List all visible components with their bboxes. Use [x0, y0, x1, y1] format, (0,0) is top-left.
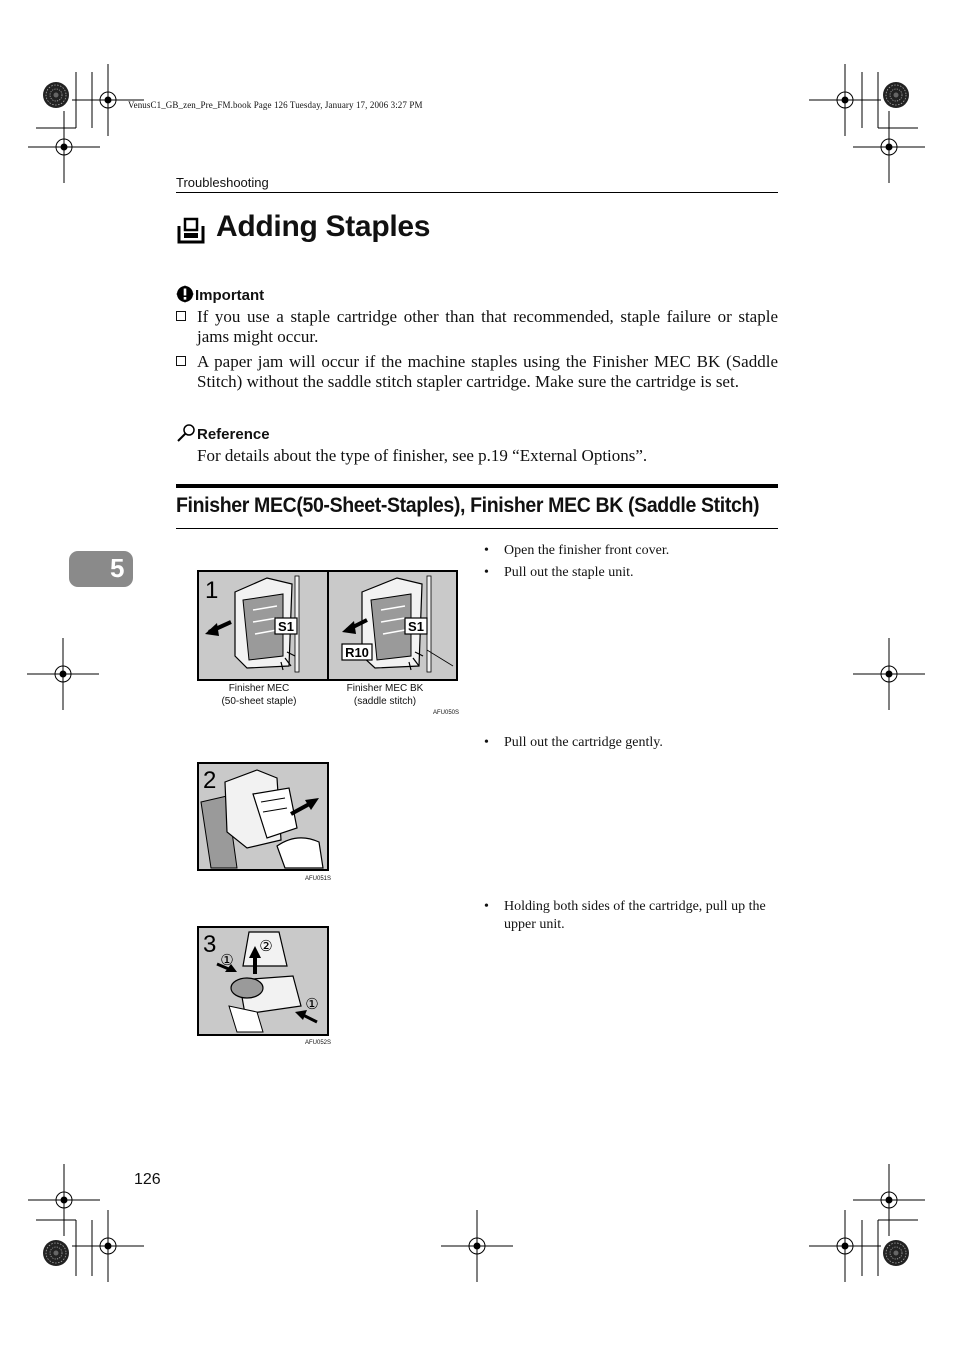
reference-heading-label: Reference — [197, 426, 270, 443]
caption-line: Finisher MEC BK — [346, 683, 424, 694]
step-number: 1 — [205, 577, 219, 604]
file-info: VenusC1_GB_zen_Pre_FM.book Page 126 Tuesday, January 17, 2006 3:27 PM — [128, 100, 423, 110]
step-2-figure — [197, 762, 331, 886]
step-3-instructions — [484, 898, 778, 938]
figure-code: AFU051S — [305, 876, 332, 882]
badge-label: R10 — [345, 645, 369, 660]
instruction-item: • Pull out the staple unit. — [484, 564, 778, 582]
figure-code: AFU052S — [305, 1040, 332, 1046]
figure-caption — [207, 682, 311, 708]
chapter-number: 5 — [110, 553, 125, 583]
caption-line: Finisher MEC — [228, 683, 290, 694]
important-heading-label: Important — [195, 287, 265, 304]
step-1-figure — [197, 570, 459, 720]
header-rule — [176, 192, 778, 193]
callout-label: ① — [220, 951, 234, 969]
important-item-text: If you use a staple cartridge other than that recommended, staple failure or staple jams might occur. — [197, 307, 778, 346]
section-title: Finisher MEC(50-Sheet-Staples), Finisher MEC BK (Saddle Stitch) — [176, 494, 760, 517]
badge-label: S1 — [408, 619, 424, 634]
checkbox-bullet-icon — [176, 311, 186, 321]
important-item — [176, 352, 778, 392]
callout-label: ① — [305, 995, 319, 1013]
step-number: 3 — [203, 931, 217, 958]
figure-code: AFU050S — [433, 710, 460, 716]
cartridge-illustration — [197, 762, 331, 874]
important-heading — [176, 285, 264, 307]
checkbox-bullet-icon — [176, 356, 186, 366]
important-item-text: A paper jam will occur if the machine staples using the Finisher MEC BK (Saddle Stitch) without the saddle stitch stapler cartridge. Make sure the cartridge is set. — [197, 352, 778, 391]
instruction-item: • Holding both sides of the cartridge, pull up the upper unit. — [484, 898, 778, 934]
step-1-instructions — [484, 542, 778, 586]
section-bottom-rule — [176, 528, 778, 529]
step-number: 2 — [203, 767, 217, 794]
important-icon — [176, 285, 194, 307]
stapler-icon — [176, 216, 206, 251]
page-number: 126 — [134, 1171, 161, 1188]
upper-unit-illustration — [197, 926, 331, 1038]
section-top-rule — [176, 484, 778, 488]
caption-line: (50-sheet staple) — [221, 696, 297, 707]
badge-label: S1 — [278, 619, 294, 634]
important-item — [176, 307, 778, 347]
reference-text: For details about the type of finisher, see p.19 “External Options”. — [197, 446, 648, 465]
caption-line: (saddle stitch) — [353, 696, 417, 707]
instruction-item: • Pull out the cartridge gently. — [484, 734, 778, 752]
running-head: Troubleshooting — [176, 175, 269, 190]
callout-label: ② — [259, 937, 273, 955]
page-title: Adding Staples — [216, 210, 431, 243]
instruction-item: • Open the finisher front cover. — [484, 542, 778, 560]
step-3-figure — [197, 926, 331, 1050]
magnifier-icon — [176, 423, 196, 447]
figure-caption — [333, 682, 437, 708]
finisher-illustration — [197, 570, 459, 682]
reference-heading — [176, 423, 270, 447]
step-2-instructions — [484, 734, 778, 756]
